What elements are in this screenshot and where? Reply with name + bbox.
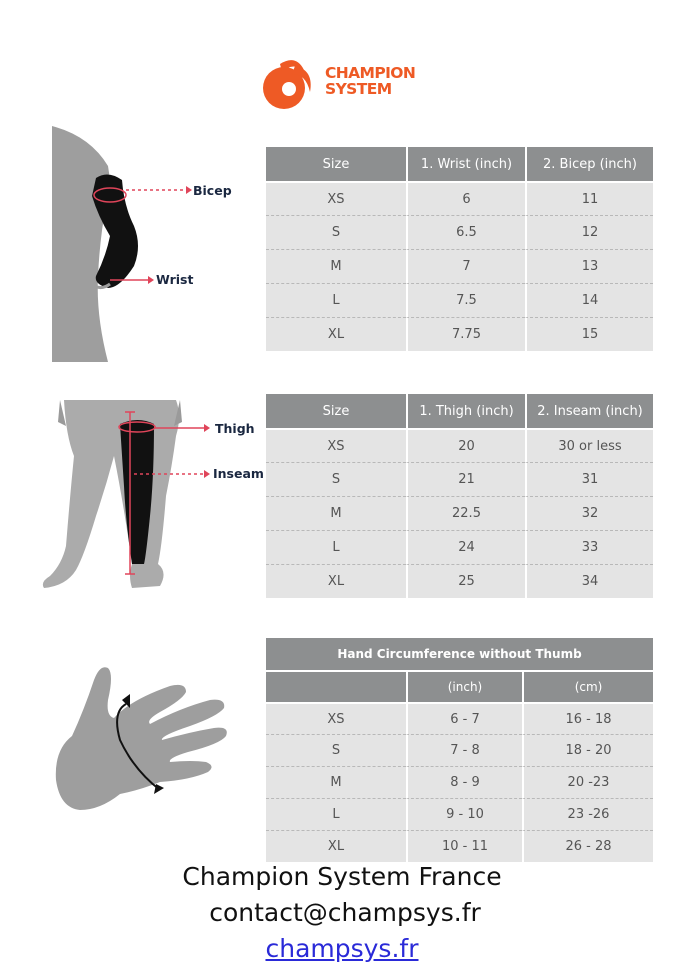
wrist-cell: 7.75 [406, 317, 525, 351]
size-cell: S [266, 734, 406, 766]
wrist-cell: 7.5 [406, 283, 525, 317]
table-row [266, 766, 653, 798]
footer-website-link[interactable]: champsys.fr [265, 934, 419, 963]
logo-line-2: SYSTEM [325, 80, 392, 98]
inch-cell: 7 - 8 [406, 734, 522, 766]
size-cell: XL [266, 317, 406, 351]
thigh-cell: 24 [406, 530, 525, 564]
hand-figure-icon [50, 660, 260, 820]
leg-illustration [40, 396, 265, 596]
bicep-cell: 12 [525, 215, 653, 249]
size-cell: M [266, 249, 406, 283]
size-cell: L [266, 283, 406, 317]
table-row [266, 462, 653, 496]
table-row [266, 830, 653, 862]
header-size: Size [266, 147, 406, 181]
header-inseam: 2. Inseam (inch) [525, 394, 653, 428]
cm-cell: 26 - 28 [522, 830, 653, 862]
table-row [266, 530, 653, 564]
inseam-cell: 30 or less [525, 428, 653, 462]
thigh-label: Thigh [215, 421, 255, 436]
size-cell: M [266, 766, 406, 798]
footer-company: Champion System France [182, 862, 502, 891]
size-cell: XL [266, 830, 406, 862]
cm-cell: 18 - 20 [522, 734, 653, 766]
table-row [266, 496, 653, 530]
inseam-label: Inseam [213, 466, 264, 481]
bicep-cell: 11 [525, 181, 653, 215]
cm-cell: 23 -26 [522, 798, 653, 830]
champion-system-logo [262, 52, 432, 112]
leg-size-table [266, 394, 653, 598]
size-cell: XS [266, 181, 406, 215]
header-cm: (cm) [522, 670, 653, 702]
wrist-label: Wrist [156, 272, 194, 287]
bicep-label: Bicep [193, 183, 232, 198]
table-header-row [266, 670, 653, 702]
table-row [266, 317, 653, 351]
table-row [266, 428, 653, 462]
table-row [266, 798, 653, 830]
footer-email: contact@champsys.fr [209, 898, 481, 927]
table-row [266, 702, 653, 734]
inseam-cell: 31 [525, 462, 653, 496]
table-header-row [266, 394, 653, 428]
header-wrist: 1. Wrist (inch) [406, 147, 525, 181]
size-cell: S [266, 462, 406, 496]
thigh-cell: 22.5 [406, 496, 525, 530]
header-thigh: 1. Thigh (inch) [406, 394, 525, 428]
bicep-cell: 14 [525, 283, 653, 317]
inch-cell: 9 - 10 [406, 798, 522, 830]
table-row [266, 181, 653, 215]
thigh-cell: 20 [406, 428, 525, 462]
inch-cell: 10 - 11 [406, 830, 522, 862]
inch-cell: 6 - 7 [406, 702, 522, 734]
cm-cell: 20 -23 [522, 766, 653, 798]
wrist-cell: 6 [406, 181, 525, 215]
table-row [266, 215, 653, 249]
inseam-cell: 33 [525, 530, 653, 564]
table-row [266, 283, 653, 317]
thigh-cell: 25 [406, 564, 525, 598]
hand-table-title: Hand Circumference without Thumb [266, 638, 653, 670]
table-title-row [266, 638, 653, 670]
hand-illustration [50, 660, 260, 820]
arm-figure-icon [50, 126, 260, 366]
size-cell: S [266, 215, 406, 249]
inseam-cell: 32 [525, 496, 653, 530]
size-cell: XS [266, 428, 406, 462]
size-cell: XL [266, 564, 406, 598]
cm-cell: 16 - 18 [522, 702, 653, 734]
inch-cell: 8 - 9 [406, 766, 522, 798]
inseam-cell: 34 [525, 564, 653, 598]
header-size [266, 670, 406, 702]
size-cell: L [266, 530, 406, 564]
size-cell: L [266, 798, 406, 830]
header-inch: (inch) [406, 670, 522, 702]
arm-illustration [50, 126, 260, 366]
header-bicep: 2. Bicep (inch) [525, 147, 653, 181]
hand-size-table [266, 638, 653, 862]
table-header-row [266, 147, 653, 181]
bicep-cell: 13 [525, 249, 653, 283]
logo-line-1: CHAMPION [325, 64, 416, 82]
arm-size-table [266, 147, 653, 351]
bicep-cell: 15 [525, 317, 653, 351]
size-cell: M [266, 496, 406, 530]
wrist-cell: 6.5 [406, 215, 525, 249]
table-row [266, 564, 653, 598]
table-row [266, 249, 653, 283]
logo-wordmark [325, 65, 415, 97]
thigh-cell: 21 [406, 462, 525, 496]
logo-mark-icon [262, 52, 320, 110]
table-row [266, 734, 653, 766]
header-size: Size [266, 394, 406, 428]
wrist-cell: 7 [406, 249, 525, 283]
size-cell: XS [266, 702, 406, 734]
